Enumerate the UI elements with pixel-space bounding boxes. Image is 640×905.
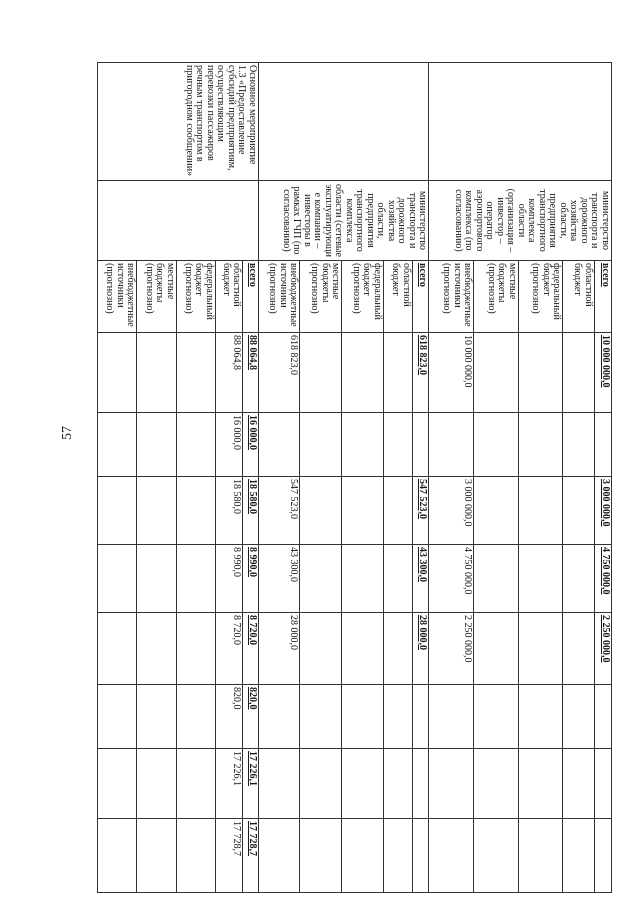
value-cell	[383, 333, 412, 413]
value-cell: 16 000,0	[215, 413, 242, 477]
value-cell	[300, 749, 342, 819]
value-cell	[563, 333, 594, 413]
value-cell: 2 250 000,0	[429, 613, 474, 685]
funding-source-cell: федеральный бюджет (прогнозно)	[342, 261, 384, 333]
funding-source-cell: всего	[412, 261, 428, 333]
value-cell	[383, 477, 412, 545]
value-cell	[474, 749, 519, 819]
value-cell	[474, 819, 519, 893]
value-cell	[342, 545, 384, 613]
value-cell: 18 580,0	[215, 477, 242, 545]
value-cell	[563, 545, 594, 613]
measure-cell	[258, 63, 429, 181]
value-cell	[412, 685, 428, 749]
value-cell	[518, 749, 563, 819]
value-cell: 8 990,0	[215, 545, 242, 613]
value-cell	[258, 819, 300, 893]
value-cell: 88 064,8	[215, 333, 242, 413]
value-cell	[563, 477, 594, 545]
value-cell	[518, 545, 563, 613]
value-cell	[594, 685, 611, 749]
value-cell: 43 300,0	[412, 545, 428, 613]
page-number: 57	[60, 426, 75, 440]
value-cell: 10 000 000,0	[594, 333, 611, 413]
value-cell: 88 064,8	[243, 333, 258, 413]
value-cell	[474, 685, 519, 749]
value-cell: 17 226,1	[215, 749, 242, 819]
value-cell	[300, 819, 342, 893]
funding-source-cell: всего	[243, 261, 258, 333]
value-cell: 8 990,0	[243, 545, 258, 613]
value-cell	[474, 413, 519, 477]
value-cell: 4 750 000,0	[594, 545, 611, 613]
funding-source-cell: областной бюджет	[383, 261, 412, 333]
value-cell: 618 823,0	[412, 333, 428, 413]
value-cell	[176, 477, 215, 545]
value-cell	[383, 685, 412, 749]
value-cell: 4 750 000,0	[429, 545, 474, 613]
value-cell	[563, 613, 594, 685]
value-cell	[176, 413, 215, 477]
value-cell	[518, 613, 563, 685]
value-cell	[342, 749, 384, 819]
value-cell	[176, 545, 215, 613]
value-cell	[342, 413, 384, 477]
value-cell	[412, 819, 428, 893]
value-cell: 43 300,0	[258, 545, 300, 613]
value-cell	[258, 685, 300, 749]
executor-cell: министерство транспорта и дорожного хозяйства области, предприятия транспортного комплекса области (сетевые эксплуатирующие компании – инвесторы в рамках ГЧП (по согласованию)	[258, 181, 429, 261]
value-cell	[176, 749, 215, 819]
value-cell	[176, 685, 215, 749]
value-cell: 2 250 000,0	[594, 613, 611, 685]
value-cell	[342, 685, 384, 749]
value-cell	[258, 413, 300, 477]
measure-cell: Основное мероприятие 1.3 «Предоставление субсидий предприятиям, осуществляющим перевозки пассажиров речным транспортом в пригородном сообщении»	[98, 63, 259, 181]
value-cell	[98, 819, 137, 893]
value-cell	[594, 413, 611, 477]
value-cell	[474, 333, 519, 413]
value-cell: 3 000 000,0	[594, 477, 611, 545]
funding-source-cell: федеральный бюджет (прогнозно)	[518, 261, 563, 333]
value-cell: 8 720,0	[215, 613, 242, 685]
funding-source-cell: областной бюджет	[563, 261, 594, 333]
value-cell	[98, 333, 137, 413]
funding-source-cell: всего	[594, 261, 611, 333]
funding-source-cell: областной бюджет	[215, 261, 242, 333]
value-cell	[137, 545, 176, 613]
value-cell	[300, 413, 342, 477]
value-cell	[98, 413, 137, 477]
value-cell: 16 000,0	[243, 413, 258, 477]
value-cell	[518, 413, 563, 477]
value-cell	[176, 819, 215, 893]
value-cell	[383, 545, 412, 613]
value-cell: 28 000,0	[258, 613, 300, 685]
funding-source-cell: местные бюджеты (прогнозно)	[137, 261, 176, 333]
value-cell	[300, 545, 342, 613]
funding-source-cell: внебюджетные источники (прогнозно)	[98, 261, 137, 333]
value-cell	[474, 545, 519, 613]
value-cell	[137, 477, 176, 545]
value-cell	[98, 477, 137, 545]
value-cell: 547 523,0	[412, 477, 428, 545]
table-row	[594, 63, 611, 893]
value-cell	[429, 749, 474, 819]
value-cell	[137, 413, 176, 477]
budget-table	[97, 62, 612, 893]
value-cell	[342, 819, 384, 893]
funding-source-cell: внебюджетные источники (прогнозно)	[429, 261, 474, 333]
value-cell	[563, 685, 594, 749]
value-cell	[176, 333, 215, 413]
value-cell	[342, 477, 384, 545]
value-cell	[518, 685, 563, 749]
value-cell	[300, 685, 342, 749]
value-cell	[137, 819, 176, 893]
value-cell	[383, 613, 412, 685]
value-cell: 18 580,0	[243, 477, 258, 545]
value-cell	[594, 749, 611, 819]
measure-cell	[429, 63, 612, 181]
value-cell	[176, 613, 215, 685]
value-cell: 820,0	[243, 685, 258, 749]
value-cell	[98, 685, 137, 749]
value-cell: 28 000,0	[412, 613, 428, 685]
value-cell: 618 823,0	[258, 333, 300, 413]
value-cell	[300, 613, 342, 685]
value-cell	[518, 819, 563, 893]
value-cell	[563, 749, 594, 819]
value-cell	[300, 333, 342, 413]
value-cell	[412, 413, 428, 477]
value-cell	[137, 333, 176, 413]
value-cell	[518, 477, 563, 545]
value-cell	[412, 749, 428, 819]
value-cell	[98, 613, 137, 685]
value-cell	[137, 685, 176, 749]
value-cell: 820,0	[215, 685, 242, 749]
funding-source-cell: федеральный бюджет (прогнозно)	[176, 261, 215, 333]
value-cell	[518, 333, 563, 413]
funding-source-cell: внебюджетные источники (прогнозно)	[258, 261, 300, 333]
value-cell	[474, 477, 519, 545]
value-cell: 17 728,7	[215, 819, 242, 893]
value-cell	[383, 749, 412, 819]
funding-source-cell: местные бюджеты (прогнозно)	[474, 261, 519, 333]
value-cell: 547 523,0	[258, 477, 300, 545]
value-cell	[342, 613, 384, 685]
executor-cell	[98, 181, 259, 261]
rotated-table-wrapper	[97, 62, 612, 892]
table-row	[243, 63, 258, 893]
value-cell	[429, 819, 474, 893]
value-cell	[98, 749, 137, 819]
value-cell	[474, 613, 519, 685]
value-cell: 3 000 000,0	[429, 477, 474, 545]
value-cell	[137, 613, 176, 685]
value-cell	[342, 333, 384, 413]
value-cell: 17 728,7	[243, 819, 258, 893]
funding-source-cell: местные бюджеты (прогнозно)	[300, 261, 342, 333]
table-row	[412, 63, 428, 893]
value-cell: 10 000 000,0	[429, 333, 474, 413]
executor-cell: министерство транспорта и дорожного хозяйства области, предприятия транспортного комплекса области (организация – инвестор – оператор аэропортового комплекса (по согласованию)	[429, 181, 612, 261]
value-cell	[429, 413, 474, 477]
value-cell	[137, 749, 176, 819]
value-cell	[594, 819, 611, 893]
value-cell: 17 226,1	[243, 749, 258, 819]
value-cell	[383, 413, 412, 477]
value-cell	[563, 413, 594, 477]
value-cell	[300, 477, 342, 545]
value-cell	[563, 819, 594, 893]
value-cell: 8 720,0	[243, 613, 258, 685]
value-cell	[429, 685, 474, 749]
value-cell	[98, 545, 137, 613]
value-cell	[258, 749, 300, 819]
value-cell	[383, 819, 412, 893]
